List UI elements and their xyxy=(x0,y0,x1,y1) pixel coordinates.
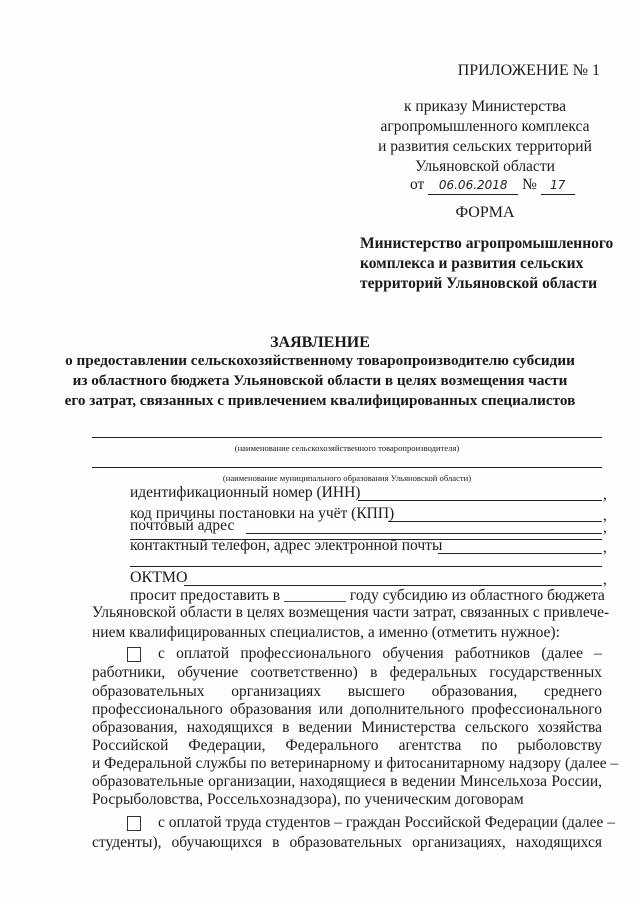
addressee-line-2: комплекса и развития сельских xyxy=(360,255,584,272)
municipality-name-line[interactable] xyxy=(92,467,602,468)
number-sign: № xyxy=(522,176,537,193)
oktmo-comma: , xyxy=(603,571,607,588)
date-prefix: от xyxy=(410,176,425,193)
addressee-line-1: Министерство агропромышленного xyxy=(360,235,614,252)
contact-line-2[interactable] xyxy=(130,566,602,567)
appendix-title: ПРИЛОЖЕНИЕ № 1 xyxy=(457,62,600,79)
number-handwritten: 17 xyxy=(550,178,566,192)
option-1-line-7: и Федеральной службы по ветеринарному и фитосанитарному надзору (далее – xyxy=(92,755,619,772)
option-1-line-9: Росрыболовства, Россельхознадзора), по ученическим договорам xyxy=(92,791,524,808)
contact-input-line[interactable] xyxy=(438,553,602,554)
option-2-line-2: студенты), обучающихся в образовательных организациях, находящихся xyxy=(92,834,602,851)
option-2-checkbox[interactable] xyxy=(127,816,141,831)
contact-label: контактный телефон, адрес электронной почты xyxy=(130,537,443,554)
producer-caption: (наименование сельскохозяйственного товаропроизводителя) xyxy=(234,443,460,453)
option-1-line-4: профессионального образования или дополнительного профессионального xyxy=(92,701,602,718)
kpp-comma: , xyxy=(603,507,607,524)
option-1-line-6: Российской Федерации, Федерального агентства по рыболовству xyxy=(92,737,602,754)
title-line-3: его затрат, связанных с привлечением квалифицированных специалистов xyxy=(64,392,576,409)
number-value xyxy=(541,176,575,195)
order-line-1: к приказу Министерства xyxy=(404,98,566,115)
request-line-3: нием квалифицированных специалистов, а именно (отметить нужное): xyxy=(92,624,560,641)
order-date-line xyxy=(410,176,575,195)
title-line-2: из областного бюджета Ульяновской области в целях возмещения части xyxy=(72,372,568,389)
order-line-4: Ульяновской области xyxy=(415,158,555,175)
inn-comma: , xyxy=(603,486,607,503)
oktmo-label: ОКТМО xyxy=(130,569,188,586)
document-title: ЗАЯВЛЕНИЕ xyxy=(270,334,370,351)
date-handwritten: 06.06.2018 xyxy=(438,178,508,192)
request-line-1: просит предоставить в ________ году субсидию из областного бюджета xyxy=(130,587,605,604)
option-1-line-5: образования, находящихся в ведении Министерства сельского хозяйства xyxy=(92,719,602,736)
date-value xyxy=(428,176,518,195)
kpp-label: код причины постановки на учёт (КПП) xyxy=(130,505,395,522)
address-comma: , xyxy=(603,519,607,536)
order-line-3: и развития сельских территорий xyxy=(378,138,592,155)
inn-label: идентификационный номер (ИНН) xyxy=(130,484,361,501)
contact-comma: , xyxy=(603,539,607,556)
addressee-line-3: территорий Ульяновской области xyxy=(360,275,598,292)
municipality-caption: (наименование муниципального образования Ульяновской области) xyxy=(222,473,472,483)
form-label: ФОРМА xyxy=(455,204,515,221)
oktmo-input-line[interactable] xyxy=(184,585,602,586)
address-label: почтовый адрес xyxy=(130,517,235,534)
inn-input-line[interactable] xyxy=(358,500,602,501)
title-line-1: о предоставлении сельскохозяйственному товаропроизводителю субсидии xyxy=(65,352,575,369)
kpp-input-line[interactable] xyxy=(388,521,602,522)
address-input-line[interactable] xyxy=(246,533,602,534)
order-line-2: агропромышленного комплекса xyxy=(380,118,590,135)
request-line-2: Ульяновской области в целях возмещения части затрат, связанных с привлече- xyxy=(92,604,610,621)
option-1-line-1: с оплатой профессионального обучения работников (далее – xyxy=(158,645,602,662)
option-1-checkbox[interactable] xyxy=(127,647,141,662)
producer-name-line[interactable] xyxy=(92,437,602,438)
option-1-line-3: образовательных организациях высшего образования, среднего xyxy=(92,683,602,700)
option-1-line-8: образовательные организации, находящиеся в ведении Минсельхоза России, xyxy=(92,773,602,790)
option-1-line-2: работники, обучение соответственно) в федеральных государственных xyxy=(92,664,602,681)
option-2-line-1: с оплатой труда студентов – граждан Российской Федерации (далее – xyxy=(158,814,616,831)
